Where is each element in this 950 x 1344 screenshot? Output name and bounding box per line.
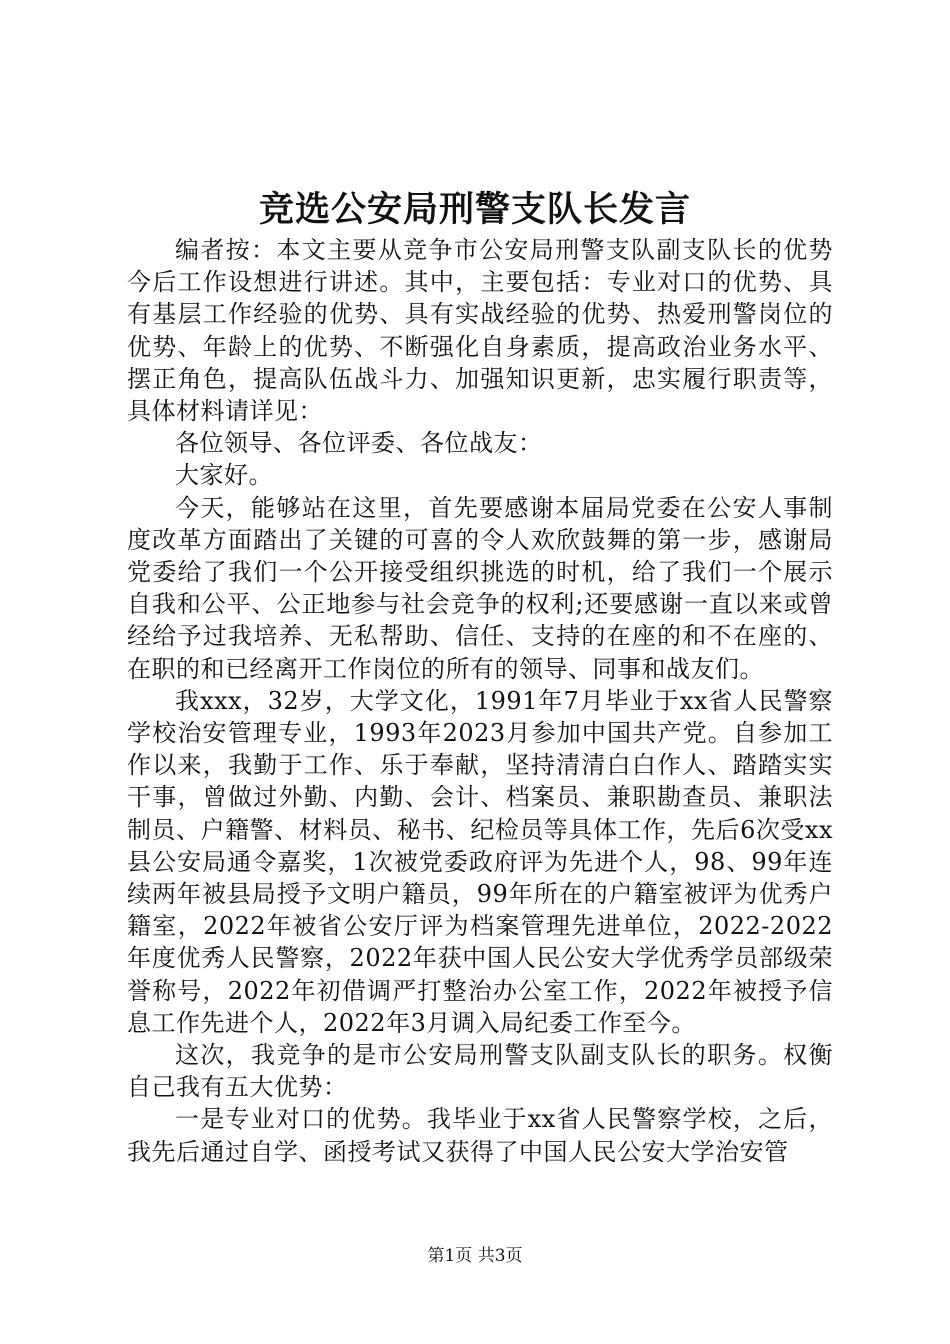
paragraph-greeting: 大家好。 [175,461,273,490]
paragraph-salutation: 各位领导、各位评委、各位战友： [175,429,543,458]
document-title: 竞选公安局刑警支队长发言 [258,189,691,230]
document-body [127,234,833,1168]
paragraph-editor-note: 编者按：本文主要从竞争市公安局刑警支队副支队长的优势今后工作设想进行讲述。其中，主要包括：专业对口的优势、具有基层工作经验的优势、具有实战经验的优势、热爱刑警岗位的优势、年龄上的优势、不断强化自身素质，提高政治业务水平、摆正角色，提高队伍战斗力、加强知识更新，忠实履行职责等，具体材料请详见： [127,236,833,426]
paragraph-advantage-one: 一是专业对口的优势。我毕业于xx省人民警察学校，之后，我先后通过自学、函授考试又获得了中国人民公安大学治安管 [127,1105,833,1166]
page-footer: 第1页 共3页 [427,1246,523,1266]
paragraph-self-introduction: 我xxx，32岁，大学文化，1991年7月毕业于xx省人民警察学校治安管理专业，1993年2023月参加中国共产党。自参加工作以来，我勤于工作、乐于奉献，坚持清清白白作人、踏踏实实干事，曾做过外勤、内勤、会计、档案员、兼职勘查员、兼职法制员、户籍警、材料员、秘书、纪检员等具体工作，先后6次受xx县公安局通令嘉奖，1次被党委政府评为先进个人，98、99年连续两年被县局授予文明户籍员，99年所在的户籍室被评为优秀户籍室，2022年被省公安厅评为档案管理先进单位，2022-2022年度优秀人民警察，2022年获中国人民公安大学优秀学员部级荣誉称号，2022年初借调严打整治办公室工作，2022年被授予信息工作先进个人，2022年3月调入局纪委工作至今。 [127,686,833,1037]
paragraph-position: 这次，我竞争的是市公安局刑警支队副支队长的职务。权衡自己我有五大优势： [127,1041,833,1102]
paragraph-thanks: 今天，能够站在这里，首先要感谢本届局党委在公安人事制度改革方面踏出了关键的可喜的令人欢欣鼓舞的第一步，感谢局党委给了我们一个公开接受组织挑选的时机，给了我们一个展示自我和公平、公正地参与社会竞争的权利;还要感谢一直以来或曾经给予过我培养、无私帮助、信任、支持的在座的和不在座的、在职的和已经离开工作岗位的所有的领导、同事和战友们。 [127,493,833,683]
